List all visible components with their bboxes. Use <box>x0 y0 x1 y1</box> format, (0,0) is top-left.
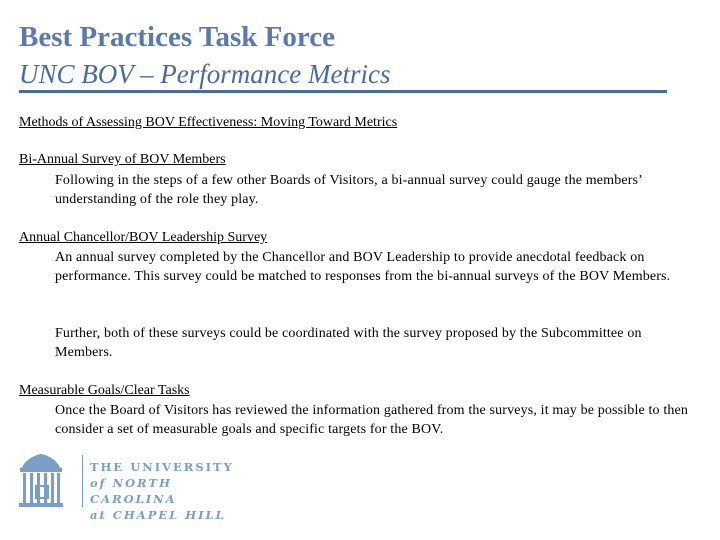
section-body-leadership-survey-2: Further, both of these surveys could be coordinated with the survey proposed by the Subcommittee on Members. <box>55 326 642 360</box>
logo-line-1: THE UNIVERSITY <box>90 460 234 474</box>
page-title: Best Practices Task Force <box>19 21 335 53</box>
logo-text <box>90 459 252 523</box>
logo-line-2: of NORTH CAROLINA <box>90 476 177 506</box>
section-body-measurable-goals: Once the Board of Visitors has reviewed the information gathered from the surveys, it may be possible to then consider a set of measurable goals and specific targets for the BOV. <box>55 403 689 437</box>
old-well-icon <box>16 452 66 510</box>
section-heading-survey-members: Bi-Annual Survey of BOV Members <box>19 152 226 167</box>
section-heading-leadership-survey: Annual Chancellor/BOV Leadership Survey <box>19 230 268 245</box>
page-subtitle: UNC BOV – Performance Metrics <box>19 58 667 93</box>
section-heading-measurable-goals: Measurable Goals/Clear Tasks <box>19 383 190 398</box>
intro-heading: Methods of Assessing BOV Effectiveness: Moving Toward Metrics <box>19 115 398 130</box>
section-body-survey-members: Following in the steps of a few other Boards of Visitors, a bi-annual survey could gauge the members’ understanding of the role they play. <box>55 173 642 207</box>
section-body-leadership-survey: An annual survey completed by the Chancellor and BOV Leadership to provide anecdotal feedback on performance. This survey could be matched to responses from the bi-annual surveys of the BOV Members. <box>55 250 671 284</box>
logo-divider <box>82 455 83 507</box>
logo-line-3: at CHAPEL HILL <box>90 508 226 522</box>
unc-logo <box>12 452 252 522</box>
